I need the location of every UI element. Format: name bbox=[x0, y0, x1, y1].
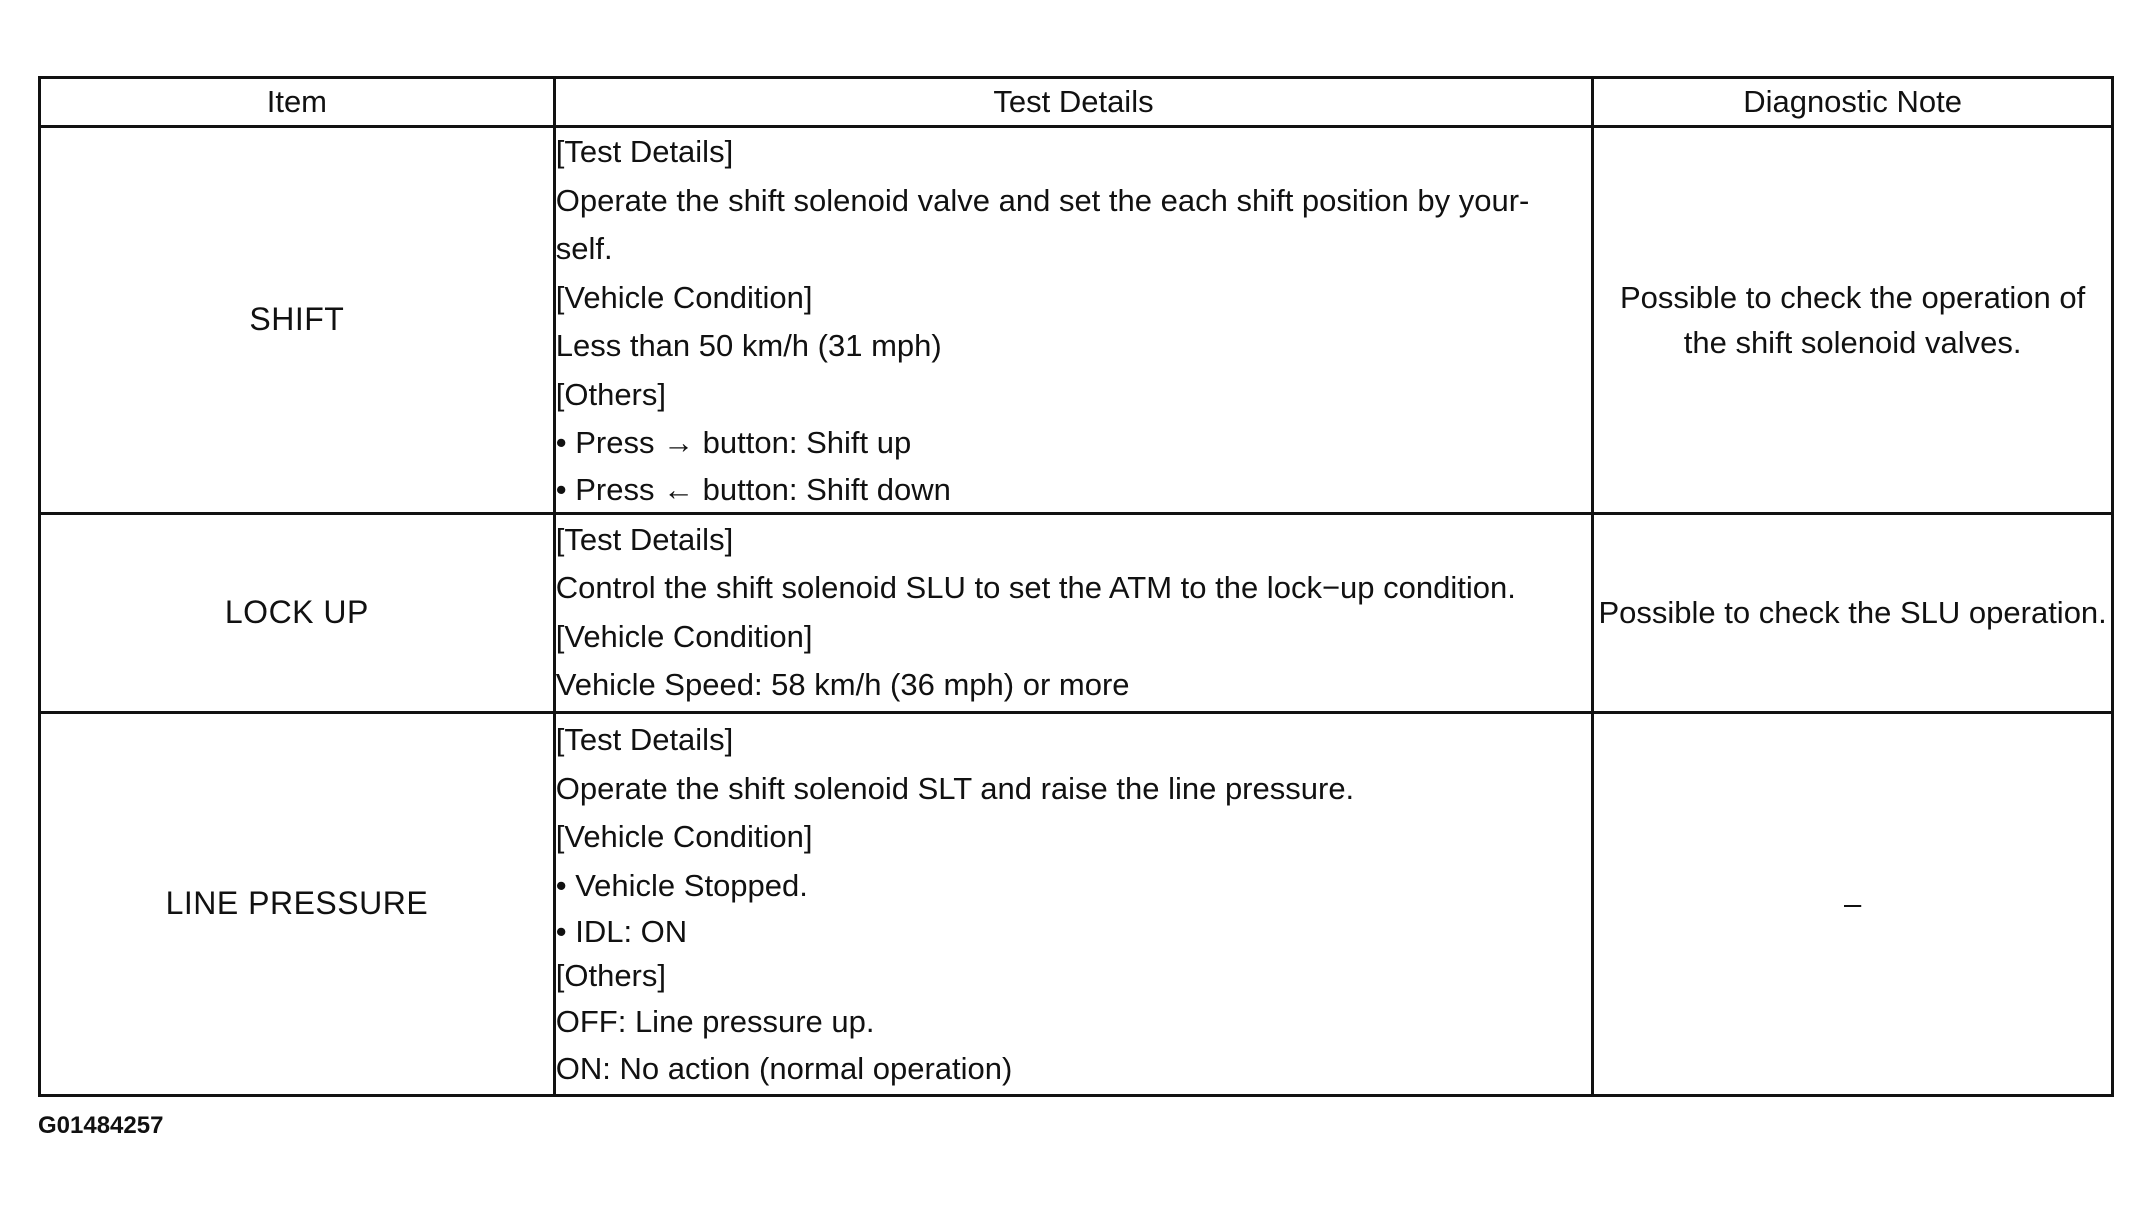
details-line: Operate the shift solenoid valve and set the each shift position by your- bbox=[555, 182, 1530, 218]
header-item: Item bbox=[40, 78, 555, 127]
active-test-table bbox=[38, 76, 2114, 1097]
note-cell: – bbox=[1593, 712, 2113, 1095]
details-line: Less than 50 km/h (31 mph) bbox=[555, 328, 942, 363]
details-line: OFF: Line pressure up. bbox=[555, 1004, 875, 1040]
details-line: • Press → button: Shift up bbox=[555, 425, 912, 460]
details-line: [Vehicle Condition] bbox=[555, 279, 813, 315]
details-line: • Vehicle Stopped. bbox=[555, 867, 808, 903]
details-cell bbox=[554, 127, 1593, 514]
note-cell: Possible to check the SLU operation. bbox=[1593, 513, 2113, 712]
table-row bbox=[40, 127, 2113, 514]
table-row bbox=[40, 513, 2113, 712]
details-line: [Vehicle Condition] bbox=[555, 618, 813, 654]
header-diagnostic-note: Diagnostic Note bbox=[1593, 78, 2113, 127]
table-row bbox=[40, 712, 2113, 1095]
note-cell: Possible to check the operation of the shift solenoid valves. bbox=[1593, 127, 2113, 514]
details-line: Control the shift solenoid SLU to set the ATM to the lock−up condition. bbox=[555, 570, 1516, 605]
details-line: [Others] bbox=[555, 376, 666, 412]
details-line: • Press ← button: Shift down bbox=[555, 471, 951, 507]
details-line: self. bbox=[555, 231, 613, 266]
item-cell: LINE PRESSURE bbox=[40, 712, 555, 1095]
details-line: [Vehicle Condition] bbox=[555, 819, 813, 855]
details-line: [Others] bbox=[555, 958, 666, 994]
details-cell bbox=[554, 513, 1593, 712]
details-cell bbox=[554, 712, 1593, 1095]
details-line: [Test Details] bbox=[555, 722, 734, 758]
details-line: [Test Details] bbox=[555, 521, 734, 557]
details-line: ON: No action (normal operation) bbox=[555, 1050, 1013, 1086]
item-cell: LOCK UP bbox=[40, 513, 555, 712]
details-line: Operate the shift solenoid SLT and raise the line pressure. bbox=[555, 770, 1355, 806]
details-line: [Test Details] bbox=[555, 134, 734, 169]
table-header-row bbox=[40, 78, 2113, 127]
details-line: Vehicle Speed: 58 km/h (36 mph) or more bbox=[555, 667, 1130, 702]
details-line: • IDL: ON bbox=[555, 914, 688, 950]
item-cell: SHIFT bbox=[40, 127, 555, 514]
figure-id: G01484257 bbox=[38, 1112, 164, 1139]
header-test-details: Test Details bbox=[554, 78, 1593, 127]
